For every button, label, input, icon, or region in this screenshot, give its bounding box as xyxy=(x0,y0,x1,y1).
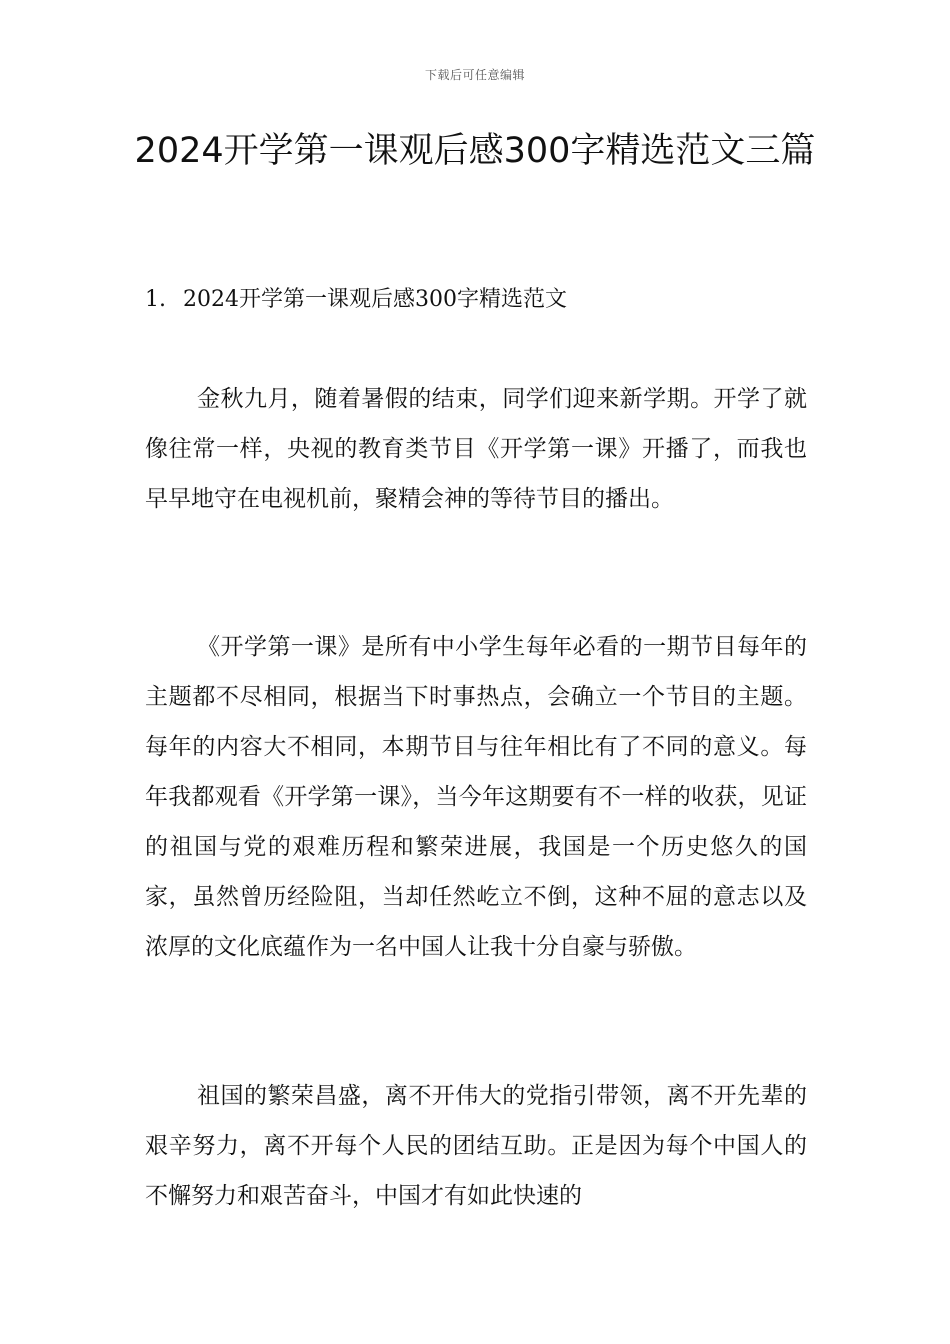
document-title: 2024开学第一课观后感300字精选范文三篇 xyxy=(134,131,816,171)
paragraph-1: 金秋九月，随着暑假的结束，同学们迎来新学期。开学了就像往常一样，央视的教育类节目《开学第一课》开播了，而我也早早地守在电视机前，聚精会神的等待节目的播出。 xyxy=(145,386,807,512)
paragraph-3: 祖国的繁荣昌盛，离不开伟大的党指引带领，离不开先辈的艰辛努力，离不开每个人民的团结互助。正是因为每个中国人的不懈努力和艰苦奋斗，中国才有如此快速的 xyxy=(145,1083,807,1209)
section-heading-text: 2024开学第一课观后感300字精选范文 xyxy=(183,287,567,312)
section-heading xyxy=(145,283,567,317)
header-note: 下载后可任意编辑 xyxy=(424,68,525,82)
section-number: 1. xyxy=(145,287,166,312)
paragraph-2: 《开学第一课》是所有中小学生每年必看的一期节目每年的主题都不尽相同，根据当下时事热点，会确立一个节目的主题。每年的内容大不相同，本期节目与往年相比有了不同的意义。每年我都观看《开学第一课》，当今年这期要有不一样的收获，见证的祖国与党的艰难历程和繁荣进展，我国是一个历史悠久的国家，虽然曾历经险阻，当却任然屹立不倒，这种不屈的意志以及浓厚的文化底蕴作为一名中国人让我十分自豪与骄傲。 xyxy=(145,634,807,960)
